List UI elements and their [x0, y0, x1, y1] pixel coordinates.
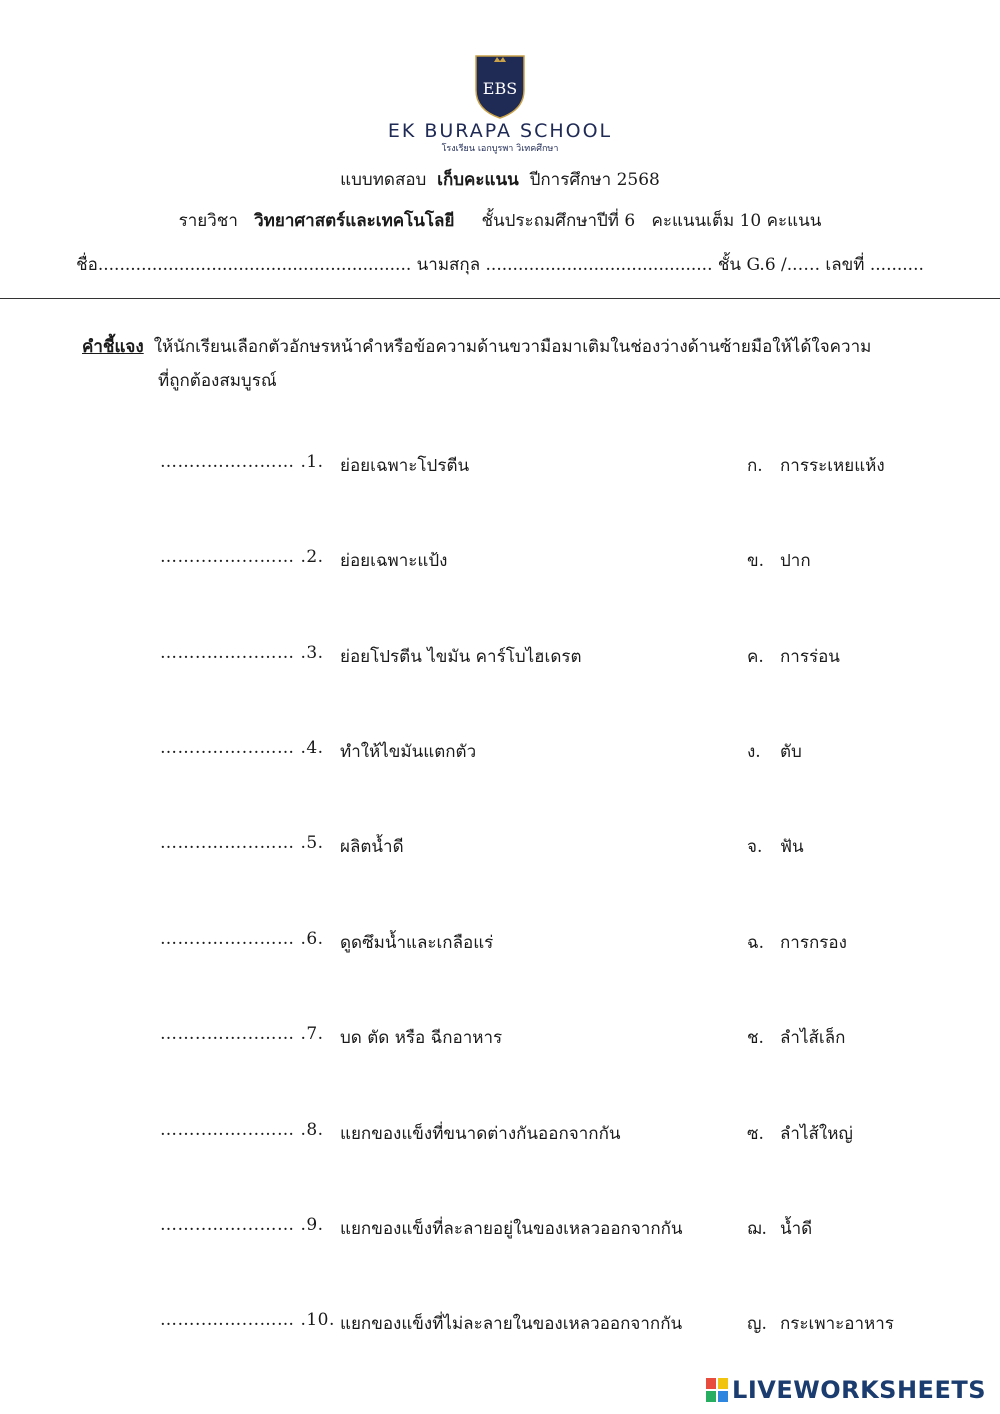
- choice-key: ญ.: [747, 1314, 767, 1334]
- exam-year: ปีการศึกษา 2568: [529, 170, 660, 190]
- choice-key: ง.: [747, 742, 761, 762]
- choice-key: ฉ.: [747, 933, 764, 953]
- choice-key: ซ.: [747, 1124, 764, 1144]
- question-row: [0, 929, 1000, 959]
- question-row: [0, 1120, 1000, 1150]
- choice-text: ตับ: [780, 742, 802, 762]
- school-subtitle: โรงเรียน เอกบูรพา วิเทคศึกษา: [441, 144, 559, 154]
- question-text: ดูดซึมน้ำและเกลือแร่: [340, 933, 494, 953]
- svg-text:EBS: EBS: [482, 79, 518, 98]
- answer-blank[interactable]: ……..……...…… .1.: [160, 452, 324, 472]
- liveworksheets-logo-icon: [706, 1378, 728, 1402]
- choice-text: ลำไส้ใหญ่: [780, 1124, 853, 1144]
- question-text: ย่อยโปรตีน ไขมัน คาร์โบไฮเดรต: [340, 647, 582, 667]
- school-name: EK BURAPA SCHOOL: [387, 120, 613, 142]
- liveworksheets-watermark[interactable]: [706, 1376, 986, 1404]
- choice-key: ช.: [747, 1028, 764, 1048]
- choice-text: น้ำดี: [780, 1219, 813, 1239]
- question-text: ผลิตน้ำดี: [340, 837, 404, 857]
- question-text: แยกของแข็งที่ละลายอยู่ในของเหลวออกจากกัน: [340, 1219, 683, 1239]
- choice-key: ฌ.: [747, 1219, 767, 1239]
- question-row: [0, 547, 1000, 577]
- watermark-text: LIVEWORKSHEETS: [732, 1376, 986, 1404]
- choice-text: ปาก: [780, 551, 811, 571]
- choice-text: การระเหยแห้ง: [780, 456, 885, 476]
- student-info-line[interactable]: ชื่อ.......................................................... นามสกุล .......................................... ชั้น G.6 /..…. เลขที่ ..........: [76, 255, 924, 275]
- question-row: [0, 643, 1000, 673]
- answer-blank[interactable]: ……..……...…… .4.: [160, 738, 324, 758]
- choice-text: ลำไส้เล็ก: [780, 1028, 846, 1048]
- answer-blank[interactable]: ……..……...…… .2.: [160, 547, 324, 567]
- grade-level: ชั้นประถมศึกษาปีที่ 6: [481, 211, 636, 231]
- question-row: [0, 1024, 1000, 1054]
- exam-prefix: แบบทดสอบ: [340, 170, 427, 190]
- question-text: ทำให้ไขมันแตกตัว: [340, 742, 477, 762]
- choice-text: ฟัน: [780, 837, 804, 857]
- question-text: แยกของแข็งที่ขนาดต่างกันออกจากกัน: [340, 1124, 621, 1144]
- header-divider: [0, 298, 1000, 299]
- answer-blank[interactable]: ……..……...…… .7.: [160, 1024, 324, 1044]
- choice-text: กระเพาะอาหาร: [780, 1314, 894, 1334]
- question-text: แยกของแข็งที่ไม่ละลายในของเหลวออกจากกัน: [340, 1314, 683, 1334]
- answer-blank[interactable]: ……..……...…… .9.: [160, 1215, 324, 1235]
- choice-text: การกรอง: [780, 933, 847, 953]
- instructions-line1: ให้นักเรียนเลือกตัวอักษรหน้าคำหรือข้อความด้านขวามือมาเติมในช่องว่างด้านซ้ายมือให้ได้ใจความ: [153, 337, 872, 357]
- question-text: ย่อยเฉพาะแป้ง: [340, 551, 448, 571]
- answer-blank[interactable]: ……..……...…… .10.: [160, 1310, 335, 1330]
- answer-blank[interactable]: ……..……...…… .8.: [160, 1120, 324, 1140]
- subject-line: [0, 207, 1000, 234]
- question-text: ย่อยเฉพาะโปรตีน: [340, 456, 470, 476]
- question-row: [0, 1215, 1000, 1245]
- question-text: บด ตัด หรือ ฉีกอาหาร: [340, 1028, 503, 1048]
- instructions-label: คำชี้แจง: [82, 337, 144, 357]
- answer-blank[interactable]: ……..……...…… .5.: [160, 833, 324, 853]
- full-score: คะแนนเต็ม 10 คะแนน: [651, 211, 822, 231]
- exam-type: เก็บคะแนน: [437, 170, 519, 190]
- answer-blank[interactable]: ……..……...…… .6.: [160, 929, 324, 949]
- instructions-line2: ที่ถูกต้องสมบูรณ์: [158, 371, 277, 391]
- choice-key: ก.: [747, 456, 763, 476]
- choice-key: ข.: [747, 551, 765, 571]
- question-row: [0, 738, 1000, 768]
- subject-name: วิทยาศาสตร์และเทคโนโลยี: [254, 211, 455, 231]
- question-row: [0, 1310, 1000, 1340]
- subject-prefix: รายวิชา: [178, 211, 238, 231]
- exam-title-line: [0, 166, 1000, 193]
- question-row: [0, 833, 1000, 863]
- school-logo: [0, 50, 1000, 124]
- question-row: [0, 452, 1000, 482]
- choice-key: จ.: [747, 837, 763, 857]
- answer-blank[interactable]: ……..……...…… .3.: [160, 643, 324, 663]
- choice-text: การร่อน: [780, 647, 840, 667]
- school-crest-icon: [472, 50, 528, 120]
- choice-key: ค.: [747, 647, 764, 667]
- instructions: [82, 330, 962, 398]
